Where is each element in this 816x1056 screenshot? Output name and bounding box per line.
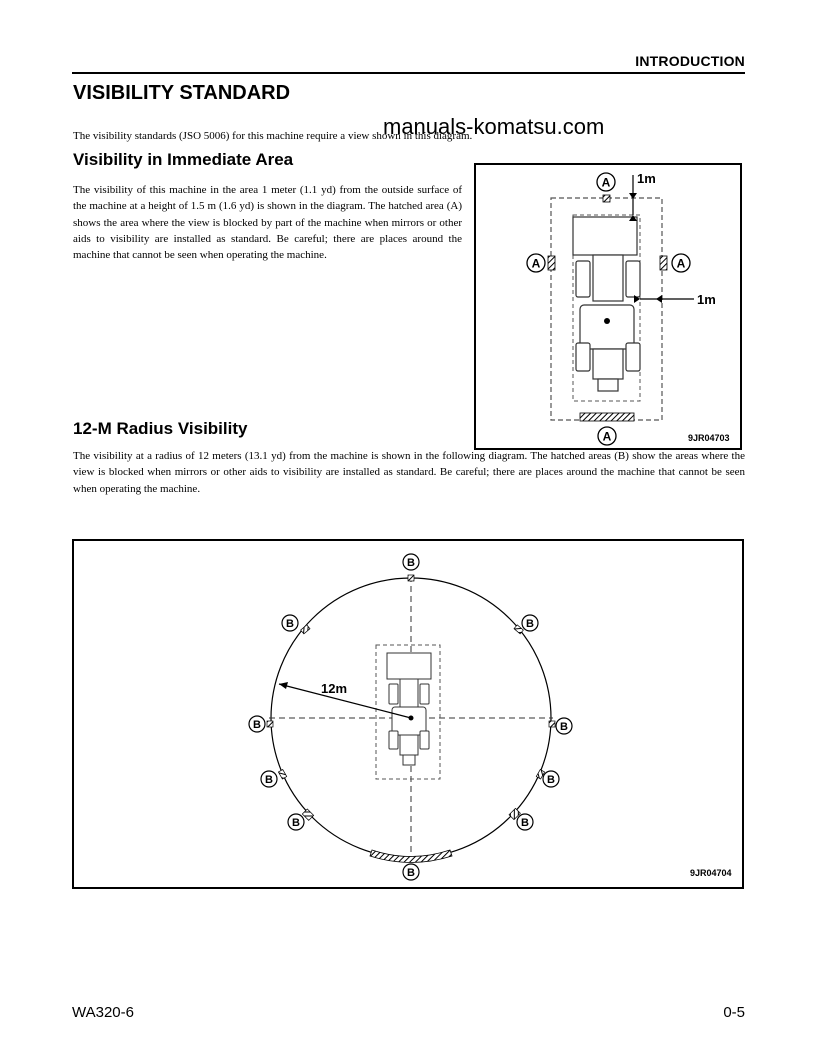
callout-b-lower-right — [543, 771, 559, 787]
svg-text:A: A — [602, 429, 612, 444]
callout-b-bottom-left — [288, 814, 304, 830]
callout-b-upper-left — [282, 615, 298, 631]
hatched-area-b — [301, 625, 310, 634]
intro-paragraph: The visibility standards (JSO 5006) for this machine require a view shown in this diagram. — [73, 130, 473, 142]
watermark: manuals-komatsu.com — [383, 114, 605, 139]
wheel-loader-top-view — [387, 653, 431, 765]
hatched-area-b — [549, 721, 555, 727]
svg-text:A: A — [601, 175, 611, 190]
svg-text:B: B — [286, 618, 294, 630]
svg-text:B: B — [253, 719, 261, 731]
footer-model: WA320-6 — [72, 1004, 134, 1021]
hatched-area-rear — [580, 413, 634, 421]
radius-label: 12m — [321, 681, 348, 696]
hatched-area-b — [408, 575, 414, 581]
section-header: INTRODUCTION — [635, 53, 745, 69]
header-rule — [72, 72, 745, 74]
svg-text:B: B — [407, 557, 415, 569]
callout-b-upper-right — [522, 615, 538, 631]
callout-a-left — [527, 254, 545, 272]
figure-code: 9JR04703 — [688, 433, 730, 443]
figure-code: 9JR04704 — [690, 868, 732, 878]
immediate-area-diagram — [476, 165, 740, 448]
footer-page-number: 0-5 — [723, 1004, 745, 1021]
svg-text:A: A — [531, 256, 541, 271]
immediate-area-heading: Visibility in Immediate Area — [73, 150, 294, 169]
callout-b-right — [556, 718, 572, 734]
callout-b-top — [403, 554, 419, 570]
svg-text:B: B — [547, 774, 555, 786]
callout-a-bottom — [598, 427, 616, 445]
arrow-icon — [656, 295, 662, 303]
radius-visibility-figure — [72, 539, 744, 889]
radius-visibility-diagram — [74, 541, 742, 887]
immediate-area-paragraph: The visibility of this machine in the area 1 meter (1.1 yd) from the outside surface of the machine at a height of 1.5 m (1.6 yd) is shown in the diagram. The hatched area (A) shows the area where the view is blocked by part of the machine when mirrors or other aids to visibility are installed as standard. Be careful; there are places around the machine that cannot be seen when operating the machine. — [73, 184, 462, 262]
svg-text:A: A — [676, 256, 686, 271]
svg-text:B: B — [265, 774, 273, 786]
dimension-top-label: 1m — [637, 171, 656, 186]
hatched-area-b — [302, 809, 313, 820]
svg-text:B: B — [521, 817, 529, 829]
arrow-icon — [279, 682, 288, 689]
machine-center-point — [604, 318, 610, 324]
hatched-area-b — [278, 770, 286, 779]
callout-a-right — [672, 254, 690, 272]
hatched-area-left — [548, 256, 555, 270]
svg-text:B: B — [292, 817, 300, 829]
hatched-area-right — [660, 256, 667, 270]
svg-text:B: B — [407, 867, 415, 879]
callout-b-bottom-right — [517, 814, 533, 830]
radius-visibility-heading: 12-M Radius Visibility — [73, 419, 248, 438]
svg-text:B: B — [526, 618, 534, 630]
svg-text:B: B — [560, 721, 568, 733]
wheel-loader-top-view — [573, 217, 640, 391]
callout-a-top — [597, 173, 615, 191]
hatched-area-b — [267, 721, 273, 727]
callout-b-left — [249, 716, 265, 732]
page-title: VISIBILITY STANDARD — [73, 82, 291, 104]
callout-b-lower-left — [261, 771, 277, 787]
radius-visibility-paragraph: The visibility at a radius of 12 meters (13.1 yd) from the machine is shown in the following diagram. The hatched areas (B) show the areas where the view is blocked when mirrors or other aids to visibility are installed as standard. Be careful; there are places around the machine that cannot be seen when operating the machine. — [73, 450, 745, 495]
hatched-area-front — [603, 195, 610, 202]
dimension-side-label: 1m — [697, 292, 716, 307]
immediate-area-figure — [474, 163, 742, 450]
callout-b-bottom — [403, 864, 419, 880]
